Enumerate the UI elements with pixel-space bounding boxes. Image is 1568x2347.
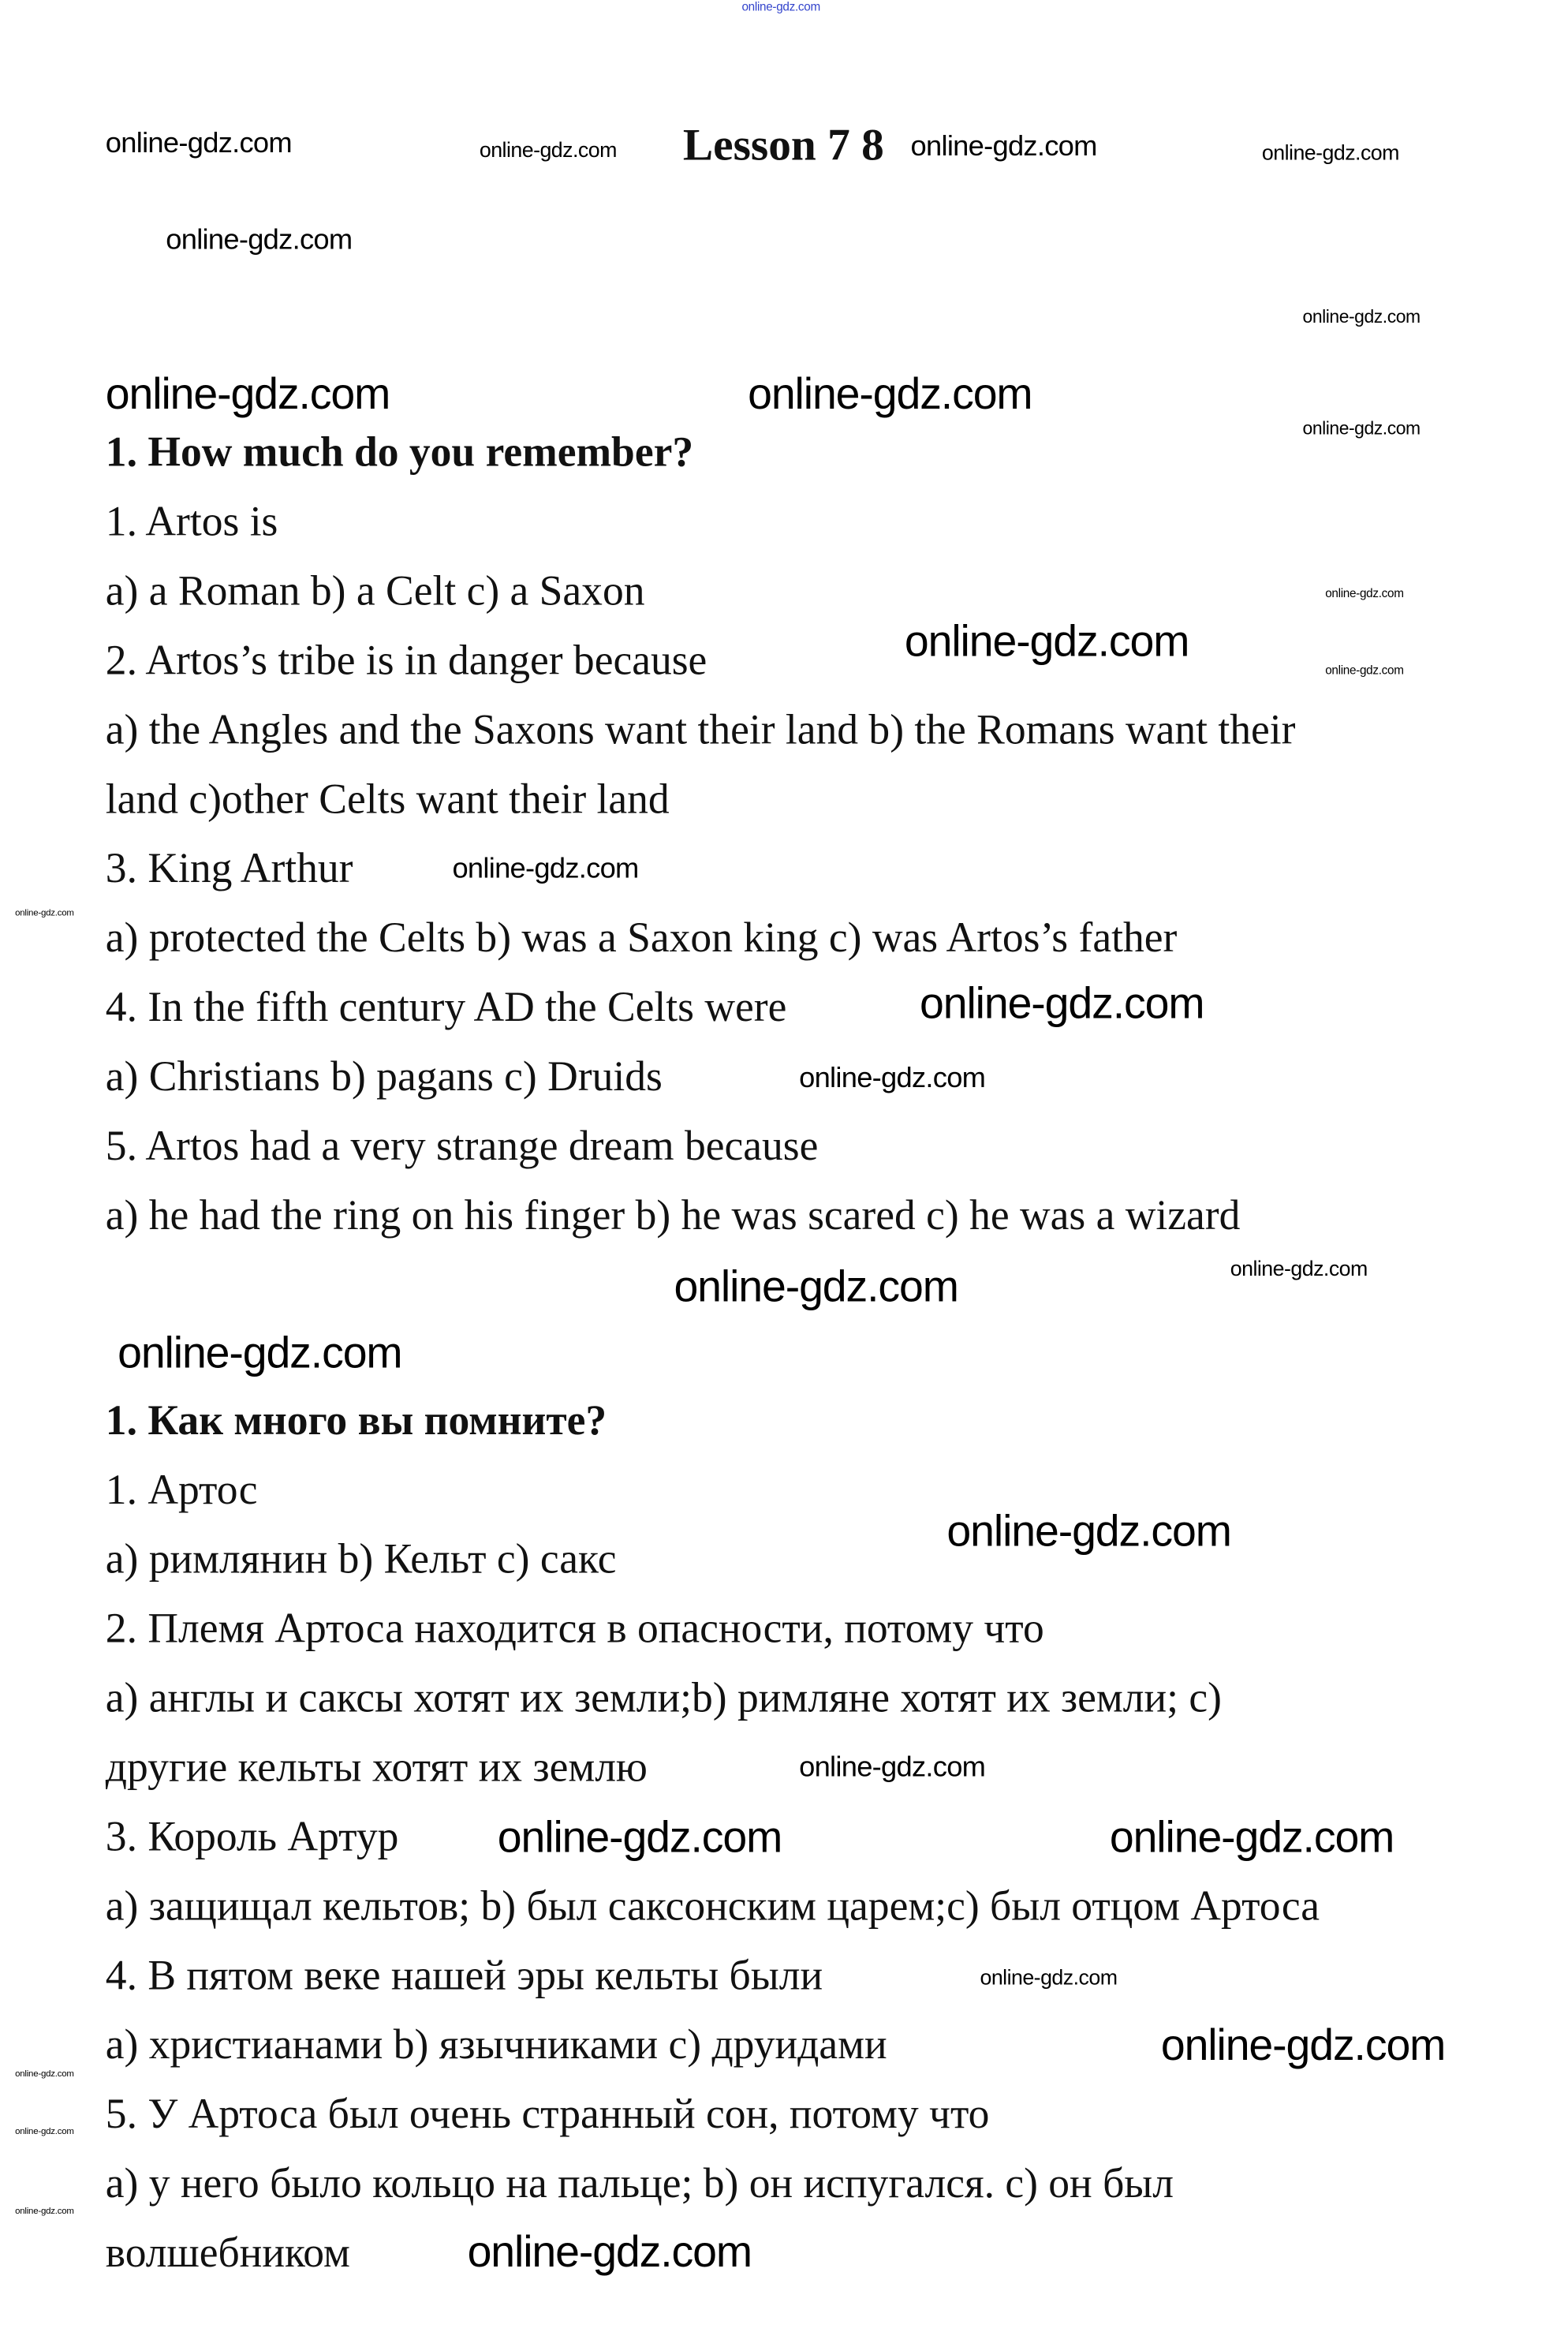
russian-line: 3. Король Артур bbox=[105, 1814, 399, 1861]
russian-line: 5. У Артоса был очень странный сон, потому что bbox=[105, 2091, 990, 2139]
watermark: online-gdz.com bbox=[980, 1964, 1118, 1990]
russian-line: a) защищал кельтов; b) был саксонским царем;c) был отцом Артоса bbox=[105, 1883, 1320, 1930]
watermark: online-gdz.com bbox=[467, 2229, 752, 2278]
watermark: online-gdz.com bbox=[920, 980, 1204, 1029]
watermark: online-gdz.com bbox=[799, 1752, 986, 1785]
russian-heading: 1. Как много вы помните? bbox=[105, 1397, 607, 1445]
watermark: online-gdz.com bbox=[1261, 140, 1399, 165]
watermark: online-gdz.com bbox=[748, 371, 1032, 420]
watermark: online-gdz.com bbox=[105, 371, 390, 420]
english-heading: 1. How much do you remember? bbox=[105, 429, 694, 477]
watermark: online-gdz.com bbox=[1160, 2022, 1446, 2071]
watermark: online-gdz.com bbox=[799, 1063, 986, 1095]
english-line: 4. In the fifth century AD the Celts were bbox=[105, 985, 787, 1032]
watermark: online-gdz.com bbox=[15, 2128, 74, 2137]
russian-line: 4. В пятом веке нашей эры кельты были bbox=[105, 1953, 823, 2000]
russian-line: a) англы и саксы хотят их земли;b) римляне хотят их земли; c) bbox=[105, 1675, 1222, 1722]
watermark: online-gdz.com bbox=[118, 1329, 402, 1379]
russian-line: a) у него было кольцо на пальце; b) он испугался. c) он был bbox=[105, 2161, 1174, 2208]
russian-line: a) римлянин b) Кельт c) сакс bbox=[105, 1536, 617, 1584]
watermark: online-gdz.com bbox=[1325, 586, 1404, 600]
english-line: a) a Roman b) a Celt c) a Saxon bbox=[105, 568, 645, 615]
watermark: online-gdz.com bbox=[946, 1508, 1231, 1557]
watermark: online-gdz.com bbox=[479, 136, 617, 162]
watermark: online-gdz.com bbox=[1230, 1256, 1368, 1280]
english-line: land c)other Celts want their land bbox=[105, 776, 670, 824]
english-line: 1. Artos is bbox=[105, 499, 278, 546]
english-line: 5. Artos had a very strange dream because bbox=[105, 1123, 819, 1171]
lesson-title: Lesson 7 8 bbox=[682, 120, 884, 170]
english-line: a) protected the Celts b) was a Saxon king c) was Artos’s father bbox=[105, 915, 1178, 962]
english-line: a) he had the ring on his finger b) he was scared c) he was a wizard bbox=[105, 1192, 1241, 1240]
russian-line: 1. Артос bbox=[105, 1467, 258, 1515]
english-line: 3. King Arthur bbox=[105, 846, 353, 893]
russian-line: другие кельты хотят их землю bbox=[105, 1744, 648, 1792]
watermark: online-gdz.com bbox=[741, 0, 820, 14]
watermark: online-gdz.com bbox=[452, 853, 639, 886]
watermark: online-gdz.com bbox=[15, 2207, 74, 2217]
watermark: online-gdz.com bbox=[910, 131, 1097, 163]
watermark: online-gdz.com bbox=[105, 128, 292, 160]
english-line: a) Christians b) pagans c) Druids bbox=[105, 1054, 663, 1101]
russian-line: волшебником bbox=[105, 2230, 350, 2278]
watermark: online-gdz.com bbox=[15, 2070, 74, 2080]
watermark: online-gdz.com bbox=[1109, 1814, 1394, 1863]
watermark: online-gdz.com bbox=[904, 618, 1189, 667]
watermark: online-gdz.com bbox=[674, 1263, 958, 1313]
english-line: 2. Artos’s tribe is in danger because bbox=[105, 637, 707, 685]
english-line: a) the Angles and the Saxons want their land b) the Romans want their bbox=[105, 707, 1296, 754]
watermark: online-gdz.com bbox=[15, 909, 74, 919]
russian-line: 2. Племя Артоса находится в опасности, потому что bbox=[105, 1605, 1044, 1654]
watermark: online-gdz.com bbox=[1325, 663, 1404, 678]
russian-line: a) христианами b) язычниками c) друидами bbox=[105, 2022, 887, 2069]
watermark: online-gdz.com bbox=[1302, 417, 1421, 439]
watermark: online-gdz.com bbox=[166, 224, 353, 256]
watermark: online-gdz.com bbox=[497, 1814, 782, 1863]
watermark: online-gdz.com bbox=[1302, 306, 1421, 327]
